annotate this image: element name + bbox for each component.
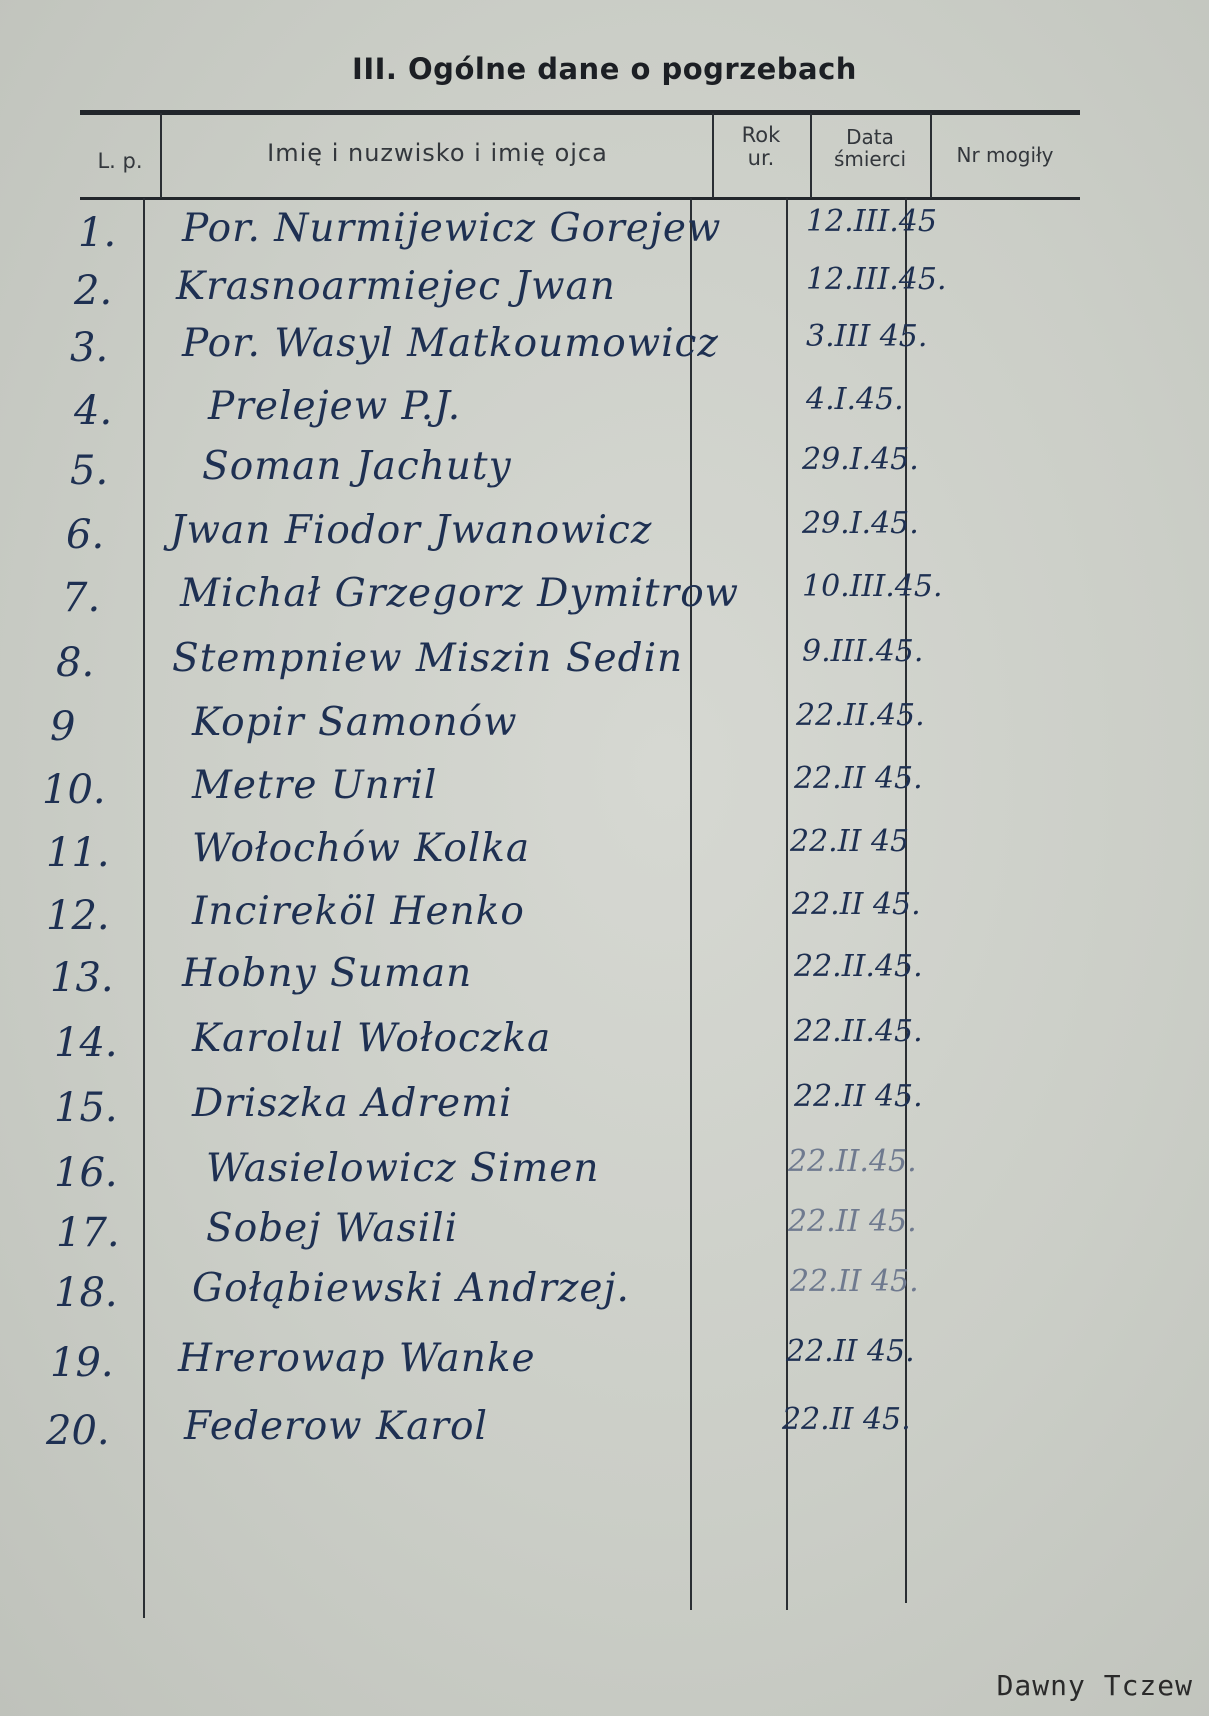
row-number: 13. <box>50 955 114 1001</box>
row-death-date: 3.III 45. <box>806 319 928 354</box>
row-death-date: 22.II.45. <box>794 1014 923 1049</box>
row-death-date: 22.II.45. <box>794 949 923 984</box>
row-death-date: 22.II 45. <box>794 761 923 796</box>
divider-lp <box>160 113 162 198</box>
row-number: 7. <box>62 575 101 621</box>
row-death-date: 22.II 45. <box>794 1079 923 1114</box>
watermark: Dawny Tczew <box>996 1669 1193 1702</box>
row-death-date: 4.I.45. <box>806 382 904 417</box>
row-name: Krasnoarmiejec Jwan <box>176 264 616 309</box>
row-number: 19. <box>50 1340 114 1386</box>
row-number: 17. <box>56 1210 120 1256</box>
header-lp: L. p. <box>97 149 143 173</box>
row-name: Prelejew P.J. <box>208 384 462 429</box>
row-name: Gołąbiewski Andrzej. <box>192 1266 630 1311</box>
row-death-date: 22.II 45. <box>792 887 921 922</box>
header-year-line1: Rok <box>741 123 781 147</box>
row-death-date: 22.II 45. <box>786 1334 915 1369</box>
row-death-date: 29.I.45. <box>802 506 919 541</box>
row-death-date: 12.III.45 <box>806 204 937 239</box>
row-death-date: 22.II 45 <box>790 824 910 859</box>
row-name: Incireköl Henko <box>192 889 525 934</box>
row-name: Wołochów Kolka <box>192 826 531 871</box>
divider-death <box>930 113 932 198</box>
header-grave: Nr mogiły <box>956 143 1054 167</box>
row-number: 6. <box>66 512 105 558</box>
row-number: 5. <box>70 448 109 494</box>
row-name: Stempniew Miszin Sedin <box>172 636 684 681</box>
row-name: Michał Grzegorz Dymitrow <box>180 571 740 616</box>
header-death-line1: Data <box>846 125 894 149</box>
row-name: Wasielowicz Simen <box>206 1146 600 1191</box>
divider-year-body <box>786 198 788 1610</box>
row-name: Kopir Samonów <box>192 700 518 745</box>
row-number: 20. <box>46 1408 110 1454</box>
row-number: 15. <box>54 1085 118 1131</box>
row-death-date: 22.II.45. <box>788 1144 917 1179</box>
row-name: Metre Unril <box>192 763 438 808</box>
row-number: 4. <box>74 388 113 434</box>
row-name: Sobej Wasili <box>206 1206 459 1251</box>
row-number: 18. <box>54 1270 118 1316</box>
row-number: 8. <box>56 640 95 686</box>
row-death-date: 12.III.45. <box>806 262 947 297</box>
row-number: 12. <box>46 893 110 939</box>
header-name: Imię i nuzwisko i imię ojca <box>267 139 608 167</box>
divider-name <box>712 113 714 198</box>
row-number: 14. <box>54 1020 118 1066</box>
row-name: Jwan Fiodor Jwanowicz <box>170 508 653 553</box>
row-death-date: 9.III.45. <box>802 634 924 669</box>
header-death-line2: śmierci <box>833 147 907 171</box>
row-number: 11. <box>46 830 110 876</box>
row-name: Hrerowap Wanke <box>178 1336 536 1381</box>
header-year <box>715 124 807 170</box>
row-number: 16. <box>54 1150 118 1196</box>
row-name: Por. Wasyl Matkoumowicz <box>182 321 719 366</box>
row-death-date: 10.III.45. <box>802 569 943 604</box>
row-death-date: 22.II 45. <box>788 1204 917 1239</box>
header-year-line2: ur. <box>747 146 775 171</box>
row-name: Driszka Adremi <box>192 1081 513 1126</box>
row-death-date: 22.II 45. <box>782 1402 911 1437</box>
divider-name-body <box>690 198 692 1610</box>
page-title: III. Ogólne dane o pogrzebach <box>352 52 857 86</box>
row-number: 10. <box>42 767 106 813</box>
row-number: 3. <box>70 325 109 371</box>
row-name: Hobny Suman <box>182 951 473 996</box>
row-number: 9 <box>50 704 76 750</box>
row-number: 2. <box>74 268 113 314</box>
row-name: Karolul Wołoczka <box>192 1016 552 1061</box>
row-name: Por. Nurmijewicz Gorejew <box>182 206 722 251</box>
row-name: Federow Karol <box>184 1404 488 1449</box>
row-death-date: 29.I.45. <box>802 442 919 477</box>
row-name: Soman Jachuty <box>202 444 512 489</box>
row-death-date: 22.II.45. <box>796 698 925 733</box>
row-number: 1. <box>78 210 117 256</box>
header-death <box>812 126 928 170</box>
row-death-date: 22.II 45. <box>790 1264 919 1299</box>
